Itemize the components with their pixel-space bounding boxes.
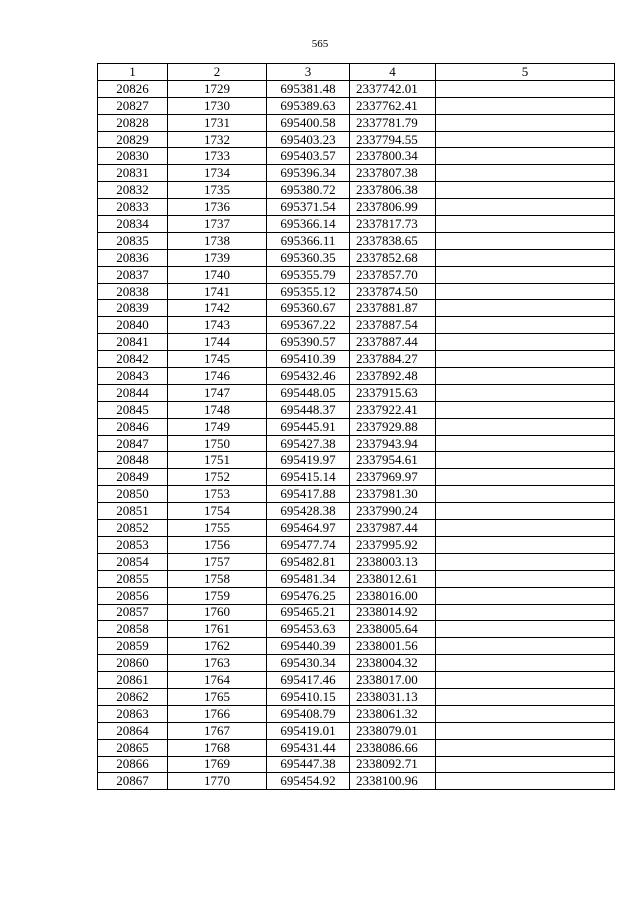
table-cell-col-2: 1746 [168, 368, 267, 385]
table-cell-col-1: 20847 [98, 435, 168, 452]
table-row [98, 317, 615, 334]
table-cell-col-2: 1750 [168, 435, 267, 452]
table-cell-col-4: 2338031.13 [350, 688, 436, 705]
table-cell-col-4: 2338061.32 [350, 705, 436, 722]
table-cell-col-1: 20829 [98, 131, 168, 148]
table-cell-col-4: 2337987.44 [350, 520, 436, 537]
table-cell-col-4: 2337852.68 [350, 249, 436, 266]
table-cell-col-2: 1740 [168, 266, 267, 283]
table-row [98, 621, 615, 638]
table-cell-col-5 [436, 486, 615, 503]
table-cell-col-2: 1764 [168, 672, 267, 689]
table-row [98, 131, 615, 148]
table-row [98, 418, 615, 435]
table-cell-col-2: 1739 [168, 249, 267, 266]
table-row [98, 756, 615, 773]
table-cell-col-3: 695410.15 [267, 688, 350, 705]
table-cell-col-3: 695355.79 [267, 266, 350, 283]
table-cell-col-3: 695448.05 [267, 384, 350, 401]
table-cell-col-5 [436, 705, 615, 722]
table-cell-col-1: 20840 [98, 317, 168, 334]
table-cell-col-3: 695419.01 [267, 722, 350, 739]
table-cell-col-4: 2338012.61 [350, 570, 436, 587]
table-cell-col-1: 20864 [98, 722, 168, 739]
table-cell-col-2: 1753 [168, 486, 267, 503]
table-cell-col-3: 695445.91 [267, 418, 350, 435]
table-cell-col-5 [436, 266, 615, 283]
table-cell-col-1: 20839 [98, 300, 168, 317]
table-row [98, 520, 615, 537]
table-row [98, 249, 615, 266]
table-cell-col-2: 1729 [168, 80, 267, 97]
table-cell-col-2: 1759 [168, 587, 267, 604]
table-cell-col-1: 20865 [98, 739, 168, 756]
table-row [98, 114, 615, 131]
table-cell-col-1: 20844 [98, 384, 168, 401]
table-cell-col-2: 1738 [168, 232, 267, 249]
table-cell-col-5 [436, 520, 615, 537]
table-cell-col-2: 1737 [168, 216, 267, 233]
table-cell-col-1: 20861 [98, 672, 168, 689]
table-cell-col-4: 2338092.71 [350, 756, 436, 773]
table-cell-col-2: 1735 [168, 182, 267, 199]
table-cell-col-3: 695396.34 [267, 165, 350, 182]
table-cell-col-3: 695428.38 [267, 503, 350, 520]
table-row [98, 587, 615, 604]
table-cell-col-1: 20866 [98, 756, 168, 773]
table-row [98, 672, 615, 689]
table-row [98, 384, 615, 401]
table-cell-col-3: 695453.63 [267, 621, 350, 638]
table-cell-col-1: 20848 [98, 452, 168, 469]
table-cell-col-3: 695464.97 [267, 520, 350, 537]
table-row [98, 705, 615, 722]
table-row [98, 401, 615, 418]
table-cell-col-2: 1751 [168, 452, 267, 469]
table-cell-col-5 [436, 182, 615, 199]
table-row [98, 604, 615, 621]
table-cell-col-5 [436, 114, 615, 131]
table-cell-col-2: 1734 [168, 165, 267, 182]
table-cell-col-4: 2338005.64 [350, 621, 436, 638]
table-cell-col-3: 695390.57 [267, 334, 350, 351]
table-cell-col-3: 695410.39 [267, 351, 350, 368]
table-cell-col-2: 1749 [168, 418, 267, 435]
table-cell-col-5 [436, 604, 615, 621]
table-cell-col-5 [436, 97, 615, 114]
table-cell-col-2: 1766 [168, 705, 267, 722]
table-cell-col-5 [436, 165, 615, 182]
table-cell-col-5 [436, 199, 615, 216]
table-cell-col-3: 695408.79 [267, 705, 350, 722]
table-cell-col-3: 695447.38 [267, 756, 350, 773]
table-cell-col-4: 2337807.38 [350, 165, 436, 182]
table-cell-col-2: 1762 [168, 638, 267, 655]
coordinate-table [97, 63, 615, 790]
table-cell-col-3: 695432.46 [267, 368, 350, 385]
table-row [98, 351, 615, 368]
table-cell-col-1: 20850 [98, 486, 168, 503]
table-cell-col-3: 695482.81 [267, 553, 350, 570]
table-cell-col-4: 2337915.63 [350, 384, 436, 401]
table-cell-col-5 [436, 739, 615, 756]
table-row [98, 536, 615, 553]
table-cell-col-1: 20851 [98, 503, 168, 520]
table-cell-col-1: 20832 [98, 182, 168, 199]
table-cell-col-2: 1755 [168, 520, 267, 537]
column-header-5: 5 [436, 64, 615, 81]
table-cell-col-5 [436, 80, 615, 97]
table-cell-col-4: 2337887.54 [350, 317, 436, 334]
table-cell-col-4: 2337995.92 [350, 536, 436, 553]
table-cell-col-5 [436, 688, 615, 705]
column-header-1: 1 [98, 64, 168, 81]
table-cell-col-3: 695380.72 [267, 182, 350, 199]
table-cell-col-1: 20835 [98, 232, 168, 249]
table-row [98, 486, 615, 503]
table-cell-col-4: 2337981.30 [350, 486, 436, 503]
table-cell-col-4: 2338079.01 [350, 722, 436, 739]
table-cell-col-5 [436, 503, 615, 520]
table-cell-col-4: 2337943.94 [350, 435, 436, 452]
table-cell-col-5 [436, 638, 615, 655]
table-cell-col-1: 20841 [98, 334, 168, 351]
table-cell-col-2: 1765 [168, 688, 267, 705]
table-cell-col-4: 2337742.01 [350, 80, 436, 97]
table-cell-col-5 [436, 655, 615, 672]
table-cell-col-3: 695381.48 [267, 80, 350, 97]
table-cell-col-5 [436, 435, 615, 452]
table-cell-col-5 [436, 452, 615, 469]
table-cell-col-1: 20852 [98, 520, 168, 537]
table-cell-col-3: 695400.58 [267, 114, 350, 131]
table-cell-col-2: 1730 [168, 97, 267, 114]
table-cell-col-4: 2337817.73 [350, 216, 436, 233]
table-cell-col-5 [436, 756, 615, 773]
table-cell-col-5 [436, 469, 615, 486]
table-cell-col-1: 20862 [98, 688, 168, 705]
table-cell-col-2: 1758 [168, 570, 267, 587]
table-row [98, 199, 615, 216]
table-cell-col-4: 2337929.88 [350, 418, 436, 435]
table-cell-col-5 [436, 570, 615, 587]
table-cell-col-3: 695360.35 [267, 249, 350, 266]
table-row [98, 368, 615, 385]
table-cell-col-3: 695440.39 [267, 638, 350, 655]
table-cell-col-1: 20828 [98, 114, 168, 131]
table-cell-col-1: 20837 [98, 266, 168, 283]
table-cell-col-5 [436, 401, 615, 418]
table-cell-col-1: 20845 [98, 401, 168, 418]
table-cell-col-3: 695419.97 [267, 452, 350, 469]
table-cell-col-2: 1748 [168, 401, 267, 418]
table-cell-col-5 [436, 621, 615, 638]
table-cell-col-2: 1768 [168, 739, 267, 756]
table-cell-col-4: 2338001.56 [350, 638, 436, 655]
table-cell-col-3: 695360.67 [267, 300, 350, 317]
table-cell-col-2: 1757 [168, 553, 267, 570]
table-cell-col-3: 695465.21 [267, 604, 350, 621]
table-cell-col-4: 2337969.97 [350, 469, 436, 486]
table-cell-col-5 [436, 672, 615, 689]
table-cell-col-4: 2337874.50 [350, 283, 436, 300]
table-cell-col-1: 20826 [98, 80, 168, 97]
table-row [98, 503, 615, 520]
table-cell-col-3: 695403.57 [267, 148, 350, 165]
table-cell-col-2: 1744 [168, 334, 267, 351]
table-cell-col-2: 1736 [168, 199, 267, 216]
table-cell-col-4: 2338016.00 [350, 587, 436, 604]
table-row [98, 722, 615, 739]
table-row [98, 148, 615, 165]
table-cell-col-5 [436, 283, 615, 300]
table-cell-col-5 [436, 232, 615, 249]
table-cell-col-1: 20833 [98, 199, 168, 216]
table-cell-col-5 [436, 300, 615, 317]
table-cell-col-3: 695367.22 [267, 317, 350, 334]
column-header-4: 4 [350, 64, 436, 81]
table-cell-col-4: 2337922.41 [350, 401, 436, 418]
table-cell-col-3: 695481.34 [267, 570, 350, 587]
table-cell-col-4: 2337887.44 [350, 334, 436, 351]
table-cell-col-3: 695355.12 [267, 283, 350, 300]
table-cell-col-3: 695427.38 [267, 435, 350, 452]
table-cell-col-1: 20867 [98, 773, 168, 790]
table-cell-col-4: 2338017.00 [350, 672, 436, 689]
table-cell-col-4: 2337881.87 [350, 300, 436, 317]
table-cell-col-5 [436, 249, 615, 266]
table-row [98, 266, 615, 283]
page-number: 565 [311, 38, 329, 50]
table-cell-col-4: 2337806.99 [350, 199, 436, 216]
table-row [98, 283, 615, 300]
table-cell-col-2: 1747 [168, 384, 267, 401]
table-cell-col-5 [436, 418, 615, 435]
table-cell-col-2: 1760 [168, 604, 267, 621]
table-cell-col-1: 20853 [98, 536, 168, 553]
table-cell-col-1: 20846 [98, 418, 168, 435]
table-cell-col-2: 1733 [168, 148, 267, 165]
table-cell-col-5 [436, 587, 615, 604]
table-cell-col-3: 695403.23 [267, 131, 350, 148]
table-cell-col-2: 1770 [168, 773, 267, 790]
table-row [98, 334, 615, 351]
table-row [98, 688, 615, 705]
table-cell-col-2: 1763 [168, 655, 267, 672]
table-row [98, 435, 615, 452]
table-cell-col-5 [436, 384, 615, 401]
table-cell-col-4: 2337884.27 [350, 351, 436, 368]
table-row [98, 232, 615, 249]
table-row [98, 452, 615, 469]
table-cell-col-5 [436, 536, 615, 553]
table-cell-col-1: 20834 [98, 216, 168, 233]
table-cell-col-3: 695371.54 [267, 199, 350, 216]
table-cell-col-5 [436, 722, 615, 739]
table-cell-col-1: 20855 [98, 570, 168, 587]
table-row [98, 165, 615, 182]
table-cell-col-4: 2337954.61 [350, 452, 436, 469]
table-cell-col-1: 20856 [98, 587, 168, 604]
table-header-row [98, 64, 615, 81]
table-cell-col-3: 695417.88 [267, 486, 350, 503]
table-row [98, 469, 615, 486]
table-cell-col-3: 695417.46 [267, 672, 350, 689]
table-cell-col-3: 695389.63 [267, 97, 350, 114]
table-row [98, 570, 615, 587]
table-cell-col-5 [436, 334, 615, 351]
table-cell-col-2: 1767 [168, 722, 267, 739]
table-body [98, 80, 615, 789]
table-cell-col-1: 20843 [98, 368, 168, 385]
table-cell-col-1: 20854 [98, 553, 168, 570]
table-cell-col-2: 1743 [168, 317, 267, 334]
table-cell-col-5 [436, 148, 615, 165]
table-cell-col-2: 1769 [168, 756, 267, 773]
table-cell-col-3: 695477.74 [267, 536, 350, 553]
table-cell-col-1: 20836 [98, 249, 168, 266]
table-cell-col-1: 20827 [98, 97, 168, 114]
table-cell-col-4: 2337892.48 [350, 368, 436, 385]
table-cell-col-2: 1745 [168, 351, 267, 368]
table-cell-col-4: 2337806.38 [350, 182, 436, 199]
table-cell-col-2: 1741 [168, 283, 267, 300]
table-cell-col-4: 2337794.55 [350, 131, 436, 148]
table-row [98, 553, 615, 570]
column-header-2: 2 [168, 64, 267, 81]
table-cell-col-1: 20857 [98, 604, 168, 621]
table-cell-col-2: 1742 [168, 300, 267, 317]
table-cell-col-3: 695430.34 [267, 655, 350, 672]
table-cell-col-2: 1732 [168, 131, 267, 148]
table-row [98, 300, 615, 317]
table-cell-col-3: 695454.92 [267, 773, 350, 790]
table-row [98, 97, 615, 114]
table-cell-col-3: 695366.14 [267, 216, 350, 233]
table-cell-col-1: 20830 [98, 148, 168, 165]
table-cell-col-4: 2338003.13 [350, 553, 436, 570]
table-cell-col-5 [436, 351, 615, 368]
table-cell-col-4: 2338014.92 [350, 604, 436, 621]
table-cell-col-4: 2338004.32 [350, 655, 436, 672]
table-cell-col-3: 695476.25 [267, 587, 350, 604]
table-cell-col-1: 20859 [98, 638, 168, 655]
table-cell-col-3: 695448.37 [267, 401, 350, 418]
column-header-3: 3 [267, 64, 350, 81]
table-cell-col-2: 1754 [168, 503, 267, 520]
table-cell-col-3: 695415.14 [267, 469, 350, 486]
table-cell-col-4: 2337762.41 [350, 97, 436, 114]
table-cell-col-4: 2337781.79 [350, 114, 436, 131]
table-cell-col-4: 2337857.70 [350, 266, 436, 283]
table-row [98, 655, 615, 672]
table-cell-col-2: 1752 [168, 469, 267, 486]
table-cell-col-1: 20831 [98, 165, 168, 182]
table-row [98, 638, 615, 655]
table-cell-col-1: 20838 [98, 283, 168, 300]
table-cell-col-1: 20849 [98, 469, 168, 486]
table-cell-col-2: 1731 [168, 114, 267, 131]
table-row [98, 739, 615, 756]
table-cell-col-4: 2337990.24 [350, 503, 436, 520]
table-cell-col-4: 2337800.34 [350, 148, 436, 165]
table-cell-col-2: 1761 [168, 621, 267, 638]
table-cell-col-5 [436, 368, 615, 385]
table-cell-col-1: 20858 [98, 621, 168, 638]
table-cell-col-5 [436, 553, 615, 570]
table-cell-col-4: 2337838.65 [350, 232, 436, 249]
table-cell-col-5 [436, 131, 615, 148]
table-cell-col-1: 20863 [98, 705, 168, 722]
table-cell-col-3: 695431.44 [267, 739, 350, 756]
table-cell-col-3: 695366.11 [267, 232, 350, 249]
table-cell-col-1: 20842 [98, 351, 168, 368]
table-cell-col-2: 1756 [168, 536, 267, 553]
table-cell-col-4: 2338100.96 [350, 773, 436, 790]
table-row [98, 216, 615, 233]
table-cell-col-5 [436, 773, 615, 790]
table-row [98, 773, 615, 790]
table-cell-col-1: 20860 [98, 655, 168, 672]
table-cell-col-4: 2338086.66 [350, 739, 436, 756]
table-row [98, 182, 615, 199]
table-row [98, 80, 615, 97]
table-cell-col-5 [436, 216, 615, 233]
table-cell-col-5 [436, 317, 615, 334]
